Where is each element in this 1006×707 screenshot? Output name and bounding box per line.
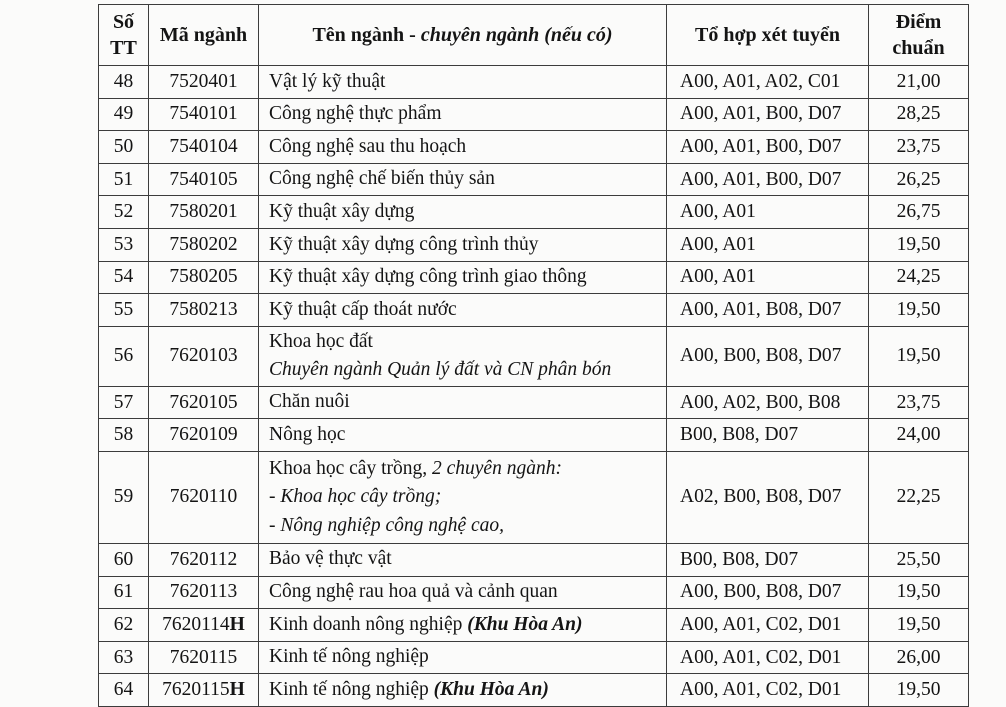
header-name-normal: Tên ngành - [312,24,421,46]
table-row [99,228,969,261]
header-tt: Số TT [99,5,149,66]
name-line [269,643,660,672]
name-segment: Công nghệ thực phẩm [269,103,442,125]
name-segment: Kinh doanh nông nghiệp [269,613,468,635]
table-row [99,641,969,674]
row-number: 52 [99,196,149,229]
row-major-code [149,66,259,99]
major-code-text: 7620113 [169,581,238,603]
row-benchmark-score: 24,00 [869,419,969,452]
row-number: 49 [99,98,149,131]
row-benchmark-score: 23,75 [869,131,969,164]
row-exam-combination: A00, A01 [667,261,869,294]
row-number: 59 [99,451,149,543]
name-segment: Kinh tế nông nghiệp [269,678,434,700]
row-number: 64 [99,674,149,707]
row-major-code [149,163,259,196]
row-benchmark-score: 19,50 [869,294,969,327]
major-code-text: 7580205 [169,266,238,288]
name-line [269,296,660,325]
row-exam-combination: B00, B08, D07 [667,543,869,576]
name-line [269,263,660,292]
row-exam-combination: A00, A01, B08, D07 [667,294,869,327]
name-segment: Kỹ thuật xây dựng [269,200,415,222]
row-major-name [259,674,667,707]
table-row [99,163,969,196]
table-row [99,294,969,327]
row-benchmark-score: 19,50 [869,326,969,386]
row-number: 62 [99,609,149,642]
header-name [259,5,667,66]
name-segment: (Khu Hòa An) [467,613,583,635]
table-row [99,386,969,419]
row-major-code [149,576,259,609]
name-line [269,421,660,450]
name-segment: - Nông nghiệp công nghệ cao, [269,514,505,536]
row-benchmark-score: 26,25 [869,163,969,196]
table-row [99,196,969,229]
table-row [99,609,969,642]
name-line [269,198,660,227]
row-exam-combination: A00, A01, B00, D07 [667,163,869,196]
row-number: 51 [99,163,149,196]
row-major-name [259,419,667,452]
row-major-code [149,326,259,386]
major-code-text: 7580202 [169,233,238,255]
major-code-text: 7540104 [169,135,238,157]
major-code-text: 7620110 [169,486,238,508]
major-code-text: 7620112 [169,548,238,570]
table-row [99,131,969,164]
name-line [269,676,660,705]
table-row [99,576,969,609]
row-major-name [259,196,667,229]
name-segment: Bảo vệ thực vật [269,548,392,570]
admission-scores-table-wrap [98,4,969,707]
row-number: 60 [99,543,149,576]
row-number: 48 [99,66,149,99]
row-exam-combination: A00, A01 [667,228,869,261]
table-row [99,326,969,386]
table-row [99,261,969,294]
row-benchmark-score: 21,00 [869,66,969,99]
row-major-name [259,294,667,327]
major-code-text: 7580213 [169,298,238,320]
name-segment: Công nghệ rau hoa quả và cảnh quan [269,581,558,603]
row-benchmark-score: 26,75 [869,196,969,229]
row-benchmark-score: 26,00 [869,641,969,674]
name-line [269,68,660,97]
header-name-italic: chuyên ngành (nếu có) [420,24,613,46]
table-row [99,674,969,707]
table-row [99,543,969,576]
major-code-text: 7520401 [169,70,238,92]
admission-scores-table [98,4,969,707]
header-row [99,5,969,66]
row-exam-combination: A00, A01, C02, D01 [667,674,869,707]
row-benchmark-score: 19,50 [869,228,969,261]
row-exam-combination: A00, A01 [667,196,869,229]
major-code-text: 7540105 [169,168,238,190]
row-exam-combination: A02, B00, B08, D07 [667,451,869,543]
row-exam-combination: B00, B08, D07 [667,419,869,452]
name-segment: Chăn nuôi [269,391,350,413]
table-row [99,98,969,131]
row-major-code [149,261,259,294]
row-benchmark-score: 28,25 [869,98,969,131]
row-major-name [259,451,667,543]
row-exam-combination: A00, A02, B00, B08 [667,386,869,419]
row-number: 57 [99,386,149,419]
major-code-text: 7540101 [169,103,238,125]
name-segment: - Khoa học cây trồng; [269,486,442,508]
table-body [99,66,969,707]
name-line [269,455,660,484]
name-line [269,356,660,385]
row-major-code [149,386,259,419]
row-benchmark-score: 19,50 [869,576,969,609]
row-major-code [149,451,259,543]
row-major-code [149,131,259,164]
row-exam-combination: A00, A01, C02, D01 [667,641,869,674]
row-number: 58 [99,419,149,452]
name-line [269,165,660,194]
row-major-name [259,98,667,131]
name-segment: Nông học [269,423,346,445]
name-segment: 2 chuyên ngành: [432,457,562,479]
name-segment: Kỹ thuật xây dựng công trình giao thông [269,266,587,288]
name-line [269,578,660,607]
row-number: 56 [99,326,149,386]
name-line [269,100,660,129]
name-line [269,512,660,541]
row-major-code [149,228,259,261]
major-code-text: 7620114 [162,613,230,635]
row-benchmark-score: 19,50 [869,609,969,642]
name-segment: Kỹ thuật cấp thoát nước [269,298,457,320]
row-major-code [149,294,259,327]
row-number: 55 [99,294,149,327]
row-number: 61 [99,576,149,609]
major-code-text: 7580201 [169,201,238,223]
name-line [269,328,660,357]
name-segment: Vật lý kỹ thuật [269,70,386,92]
name-segment: (Khu Hòa An) [433,678,549,700]
major-code-text: 7620105 [169,391,238,413]
row-major-name [259,261,667,294]
row-benchmark-score: 22,25 [869,451,969,543]
name-line [269,133,660,162]
name-line [269,545,660,574]
name-line [269,388,660,417]
row-exam-combination: A00, B00, B08, D07 [667,326,869,386]
major-code-text: 7620115 [169,646,238,668]
row-major-code [149,609,259,642]
row-exam-combination: A00, A01, B00, D07 [667,98,869,131]
row-major-name [259,641,667,674]
row-major-name [259,163,667,196]
name-segment: Kinh tế nông nghiệp [269,646,429,668]
table-row [99,451,969,543]
header-combo: Tổ hợp xét tuyển [667,5,869,66]
row-major-name [259,576,667,609]
header-code: Mã ngành [149,5,259,66]
row-benchmark-score: 25,50 [869,543,969,576]
row-exam-combination: A00, A01, B00, D07 [667,131,869,164]
major-code-text: 7620109 [169,424,238,446]
name-line [269,611,660,640]
row-exam-combination: A00, B00, B08, D07 [667,576,869,609]
name-segment: Kỹ thuật xây dựng công trình thủy [269,233,539,255]
name-segment: Khoa học cây trồng, [269,457,432,479]
major-code-text: 7620115 [162,679,230,701]
major-code-bold-suffix: H [229,679,245,701]
row-major-code [149,98,259,131]
name-segment: Khoa học đất [269,330,373,352]
row-major-name [259,386,667,419]
row-exam-combination: A00, A01, C02, D01 [667,609,869,642]
row-major-code [149,674,259,707]
row-major-name [259,326,667,386]
name-line [269,483,660,512]
header-score: Điểm chuẩn [869,5,969,66]
row-number: 50 [99,131,149,164]
row-number: 54 [99,261,149,294]
table-header [99,5,969,66]
row-benchmark-score: 19,50 [869,674,969,707]
row-major-code [149,543,259,576]
name-segment: Công nghệ chế biến thủy sản [269,168,495,190]
major-code-bold-suffix: H [229,613,245,635]
table-row [99,66,969,99]
row-major-name [259,543,667,576]
row-major-code [149,419,259,452]
row-number: 53 [99,228,149,261]
row-major-name [259,228,667,261]
row-major-name [259,131,667,164]
name-segment: Công nghệ sau thu hoạch [269,135,467,157]
major-code-text: 7620103 [169,345,238,367]
row-major-code [149,641,259,674]
name-segment: Chuyên ngành Quản lý đất và CN phân bón [269,359,612,381]
name-line [269,231,660,260]
row-major-name [259,66,667,99]
table-row [99,419,969,452]
row-major-name [259,609,667,642]
row-exam-combination: A00, A01, A02, C01 [667,66,869,99]
row-benchmark-score: 24,25 [869,261,969,294]
row-benchmark-score: 23,75 [869,386,969,419]
row-major-code [149,196,259,229]
row-number: 63 [99,641,149,674]
